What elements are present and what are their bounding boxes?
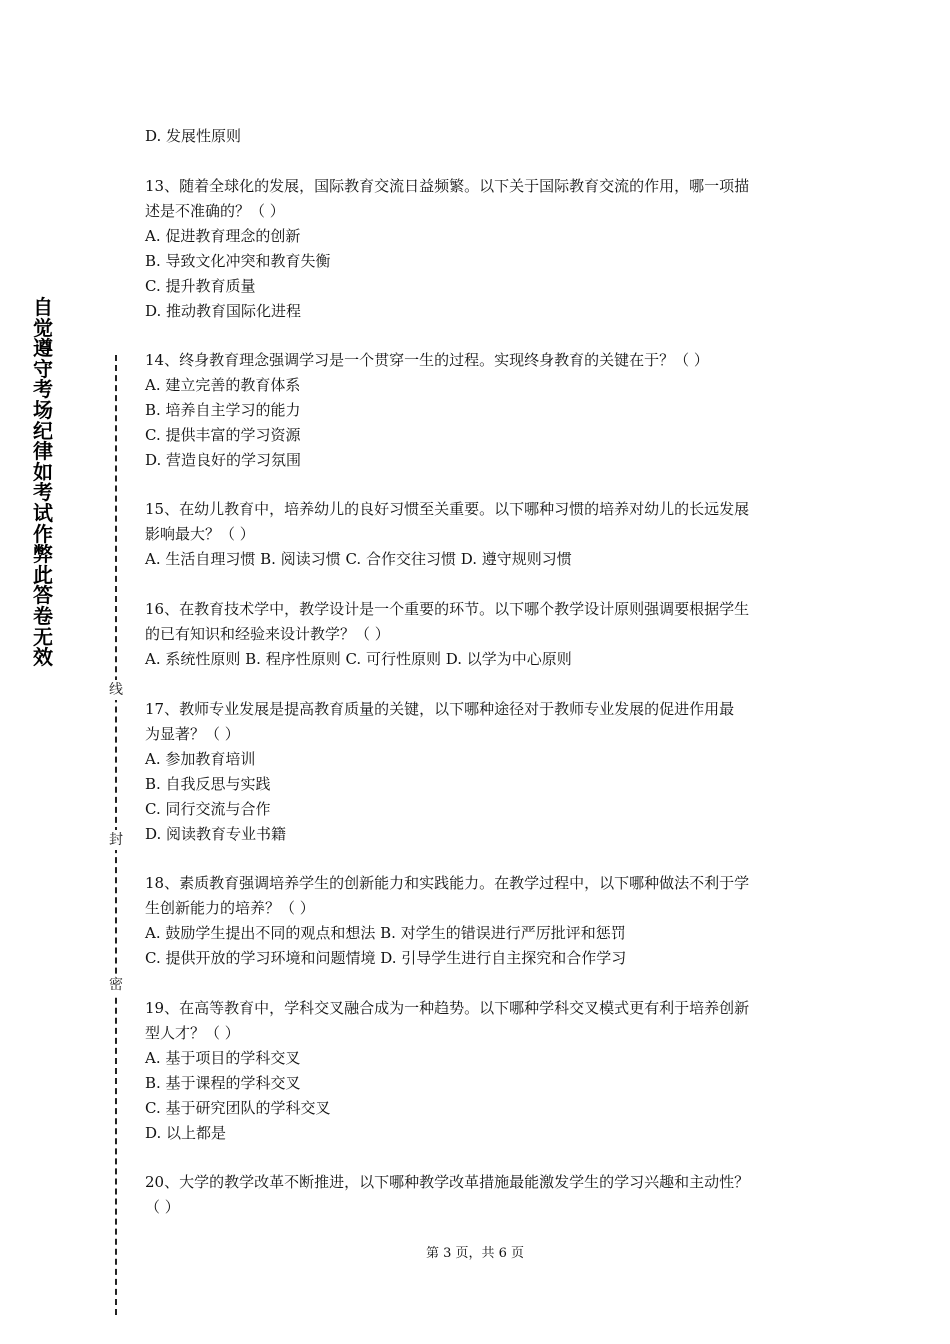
exam-rules-warning: 自觉遵守考场纪律如考试作弊此答卷无效 (33, 295, 53, 670)
seal-mark-seal: 封 (106, 830, 126, 850)
question-stem: 20、大学的教学改革不断推进，以下哪种教学改革措施最能激发学生的学习兴趣和主动性？ (145, 1173, 750, 1191)
question-stem: 13、随着全球化的发展，国际教育交流日益频繁。以下关于国际教育交流的作用，哪一项描 (145, 177, 750, 195)
option-text: C. 同行交流与合作 (145, 800, 271, 818)
question-19 (145, 996, 810, 1146)
question-18 (145, 871, 810, 971)
option-text: A. 基于项目的学科交叉 (145, 1049, 301, 1067)
option-text: B. 基于课程的学科交叉 (145, 1074, 301, 1092)
option-text: A. 建立完善的教育体系 (145, 376, 301, 394)
option-text: A. 鼓励学生提出不同的观点和想法 B. 对学生的错误进行严厉批评和惩罚 (145, 924, 626, 942)
option-text: C. 提升教育质量 (145, 277, 256, 295)
question-13 (145, 174, 810, 324)
question-stem: 15、在幼儿教育中，培养幼儿的良好习惯至关重要。以下哪种习惯的培养对幼儿的长远发展 (145, 500, 750, 518)
option-text: C. 提供开放的学习环境和问题情境 D. 引导学生进行自主探究和合作学习 (145, 949, 627, 967)
question-20 (145, 1170, 810, 1220)
option-text: B. 自我反思与实践 (145, 775, 271, 793)
question-stem: 生创新能力的培养？（ ） (145, 899, 315, 917)
option-text: B. 培养自主学习的能力 (145, 401, 301, 419)
option-text: A. 系统性原则 B. 程序性原则 C. 可行性原则 D. 以学为中心原则 (145, 650, 572, 668)
option-text: C. 提供丰富的学习资源 (145, 426, 301, 444)
question-15 (145, 497, 810, 572)
option-text: D. 营造良好的学习氛围 (145, 451, 302, 469)
question-stem: 的已有知识和经验来设计教学？（ ） (145, 625, 390, 643)
question-stem: 述是不准确的？（ ） (145, 202, 285, 220)
question-stem: 为显著？（ ） (145, 725, 240, 743)
option-text: A. 促进教育理念的创新 (145, 227, 301, 245)
option-text: D. 阅读教育专业书籍 (145, 825, 287, 843)
seal-mark-line: 线 (106, 680, 126, 700)
option-text: D. 推动教育国际化进程 (145, 302, 302, 320)
page-footer: 第 3 页，共 6 页 (425, 1246, 525, 1261)
question-stem: 16、在教育技术学中，教学设计是一个重要的环节。以下哪个教学设计原则强调要根据学生 (145, 600, 750, 618)
question-stem: 19、在高等教育中，学科交叉融合成为一种趋势。以下哪种学科交叉模式更有利于培养创新 (145, 999, 750, 1017)
question-stem: 18、素质教育强调培养学生的创新能力和实践能力。在教学过程中，以下哪种做法不利于学 (145, 874, 750, 892)
option-text: D. 以上都是 (145, 1124, 227, 1142)
question-stem: 17、教师专业发展是提高教育质量的关键，以下哪种途径对于教师专业发展的促进作用最 (145, 700, 735, 718)
question-stem: 14、终身教育理念强调学习是一个贯穿一生的过程。实现终身教育的关键在于？（ ） (145, 351, 709, 369)
lead-option (145, 124, 810, 149)
question-17 (145, 697, 810, 847)
question-stem: 型人才？（ ） (145, 1024, 240, 1042)
question-stem: 影响最大？（ ） (145, 525, 255, 543)
question-14 (145, 348, 810, 473)
option-text: A. 生活自理习惯 B. 阅读习惯 C. 合作交往习惯 D. 遵守规则习惯 (145, 550, 572, 568)
option-text: B. 导致文化冲突和教育失衡 (145, 252, 331, 270)
option-text: D. 发展性原则 (145, 127, 242, 145)
question-stem: （ ） (145, 1198, 180, 1216)
seal-mark-sealed: 密 (106, 975, 126, 995)
option-text: C. 基于研究团队的学科交叉 (145, 1099, 331, 1117)
option-text: A. 参加教育培训 (145, 750, 256, 768)
question-16 (145, 597, 810, 672)
